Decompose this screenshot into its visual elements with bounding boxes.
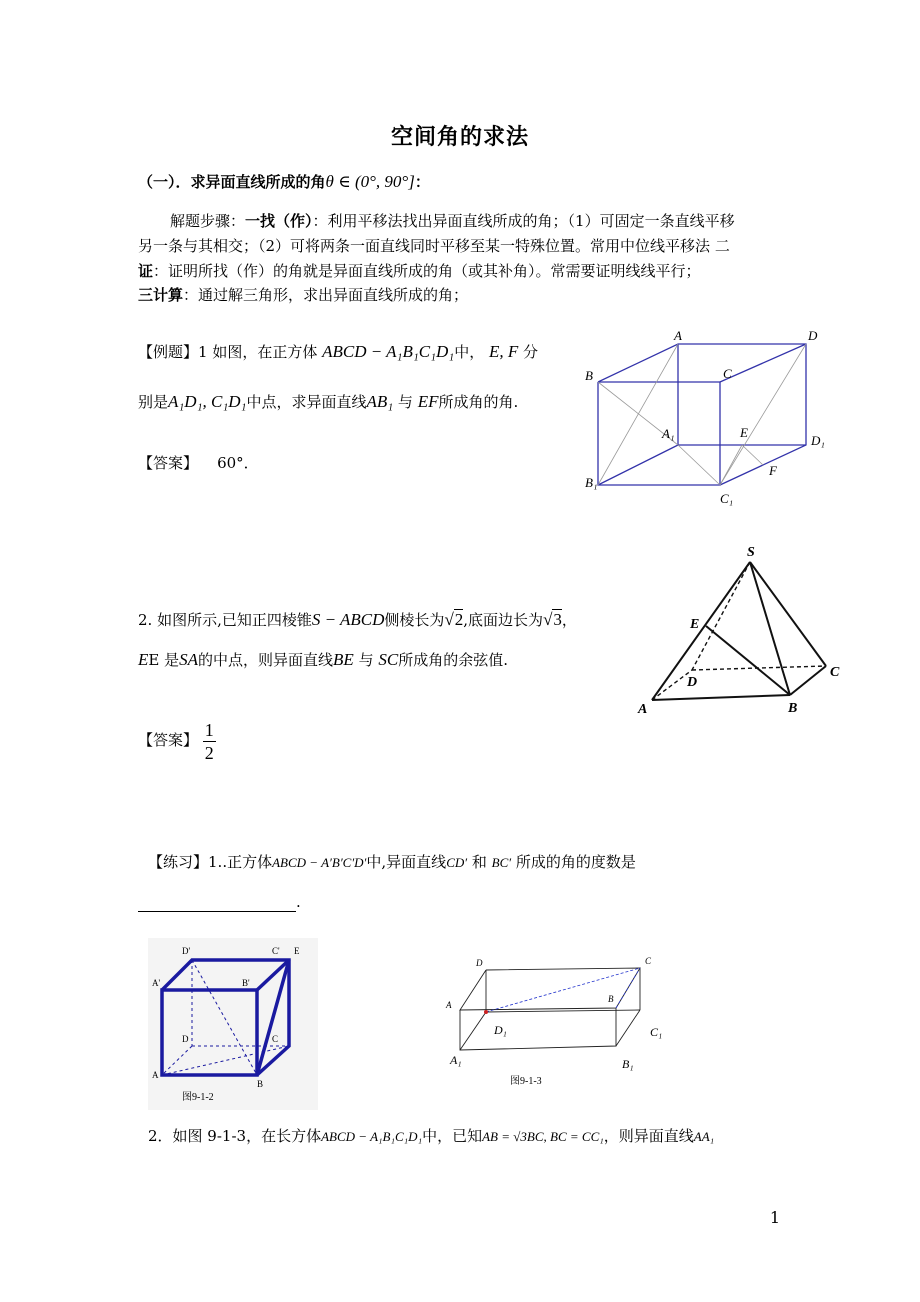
label-A1: A₁ [450, 1053, 462, 1067]
front-face [460, 1008, 616, 1050]
problem2-line: 2．如图 9-1-3，在长方体ABCD − A₁B₁C₁D₁中，已知AB = √3BC, BC = CC₁，则异面直线AA₁ [148, 1127, 715, 1145]
label-C1: C₁ [650, 1025, 663, 1039]
label-C: C [645, 956, 652, 966]
label-S: S [747, 545, 755, 560]
figure-background [148, 938, 318, 1110]
example1-answer: 【答案】 60°． [138, 454, 259, 472]
example1-line1: 【例题】1 如图，在正方体 ABCD − A₁B₁C₁D₁中， E, F 分 [138, 342, 539, 361]
edge-SC [750, 562, 826, 666]
cube-edge-hidden [598, 445, 678, 485]
label-D: D [808, 328, 818, 343]
label-B: B [257, 1079, 264, 1089]
label-C: C [723, 366, 732, 381]
practice-line1: 【练习】1..正方体ABCD − A′B′C′D′中,异面直线CD′ 和 BC′ 所成的角的度数是 [148, 853, 636, 871]
label-D-prime: D' [182, 946, 191, 956]
label-B1: B₁ [622, 1057, 634, 1071]
page-number: 1 [769, 1208, 780, 1227]
point-D1 [484, 1010, 488, 1014]
section1-heading: （一）．求异面直线所成的角θ ∈ (0°, 90°]： [138, 172, 430, 191]
page-title: 空间角的求法 [390, 125, 529, 150]
label-B: B [608, 994, 614, 1004]
label-C-prime: C' [272, 946, 280, 956]
base-value: 3 [553, 610, 562, 629]
label-D: D [182, 1034, 189, 1044]
practice-answer-blank: . [138, 892, 301, 912]
label-A: A [638, 702, 648, 717]
steps-line2: 另一条与其相交；（2）可将两条一面直线同时平移至某一特殊位置。常用中位线平移法 二 [138, 237, 730, 255]
label-D1: D₁ [494, 1023, 507, 1037]
label-A1: A₁ [662, 426, 675, 441]
answer-fraction: $\frac{1}{2}$ [204, 719, 214, 763]
figure-9-1-2 [148, 938, 318, 1110]
label-A: A [152, 1070, 159, 1080]
edge-AD [652, 670, 692, 700]
pyramid-figure [630, 540, 855, 720]
edge-BC [790, 666, 826, 695]
edge-SA [652, 562, 750, 700]
diag-line [678, 445, 720, 485]
label-A-prime: A' [152, 978, 161, 988]
edge [616, 1010, 640, 1046]
diag-line [598, 344, 678, 485]
example1-line2: 别是A₁D₁, C₁D₁中点，求异面直线AB₁ 与 EF所成角的角. [138, 392, 519, 411]
example2-answer: 【答案】 $\frac{1}{2}$ [138, 719, 214, 763]
label-A: A [674, 328, 682, 343]
label-B: B [788, 701, 798, 716]
figure-caption: 图9-1-3 [510, 1076, 542, 1087]
edge-SB [750, 562, 790, 695]
diagonal-line [486, 968, 640, 1012]
edge [460, 1012, 486, 1050]
example2-line1: 2. 如图所示,已知正四棱锥S − ABCD侧棱长为√2,底面边长为√3， [138, 610, 577, 629]
label-C: C [830, 665, 840, 680]
label-F: F [769, 463, 777, 478]
line-BE [706, 626, 790, 695]
diag-line [742, 445, 763, 465]
label-B: B [585, 368, 593, 383]
label-D1: D₁ [811, 433, 825, 448]
example2-line2: EE 是SA的中点，则异面直线BE 与 SC所成角的余弦值. [138, 650, 508, 669]
cube-figure [580, 325, 830, 510]
label-E: E [294, 946, 300, 956]
answer-blank[interactable] [138, 897, 296, 912]
diag-line [720, 344, 806, 485]
label-D: D [687, 675, 698, 690]
figure-caption: 图9-1-2 [182, 1092, 214, 1103]
label-B-prime: B' [242, 978, 250, 988]
label-A: A [446, 1000, 452, 1010]
label-D: D [476, 958, 483, 968]
label-E: E [740, 425, 748, 440]
edge [486, 1010, 640, 1012]
cube-edge [720, 344, 806, 382]
label-C: C [272, 1034, 279, 1044]
label-C1: C₁ [720, 491, 734, 506]
steps-line3: 证：证明所找（作）的角就是异面直线所成的角（或其补角）。常需要证明线线平行； [138, 262, 701, 280]
figure-9-1-3 [440, 950, 670, 1090]
steps-line4: 三计算：通过解三角形，求出异面直线所成的角； [138, 286, 469, 304]
lateral-value: 2 [454, 610, 464, 629]
label-B1: B₁ [585, 475, 598, 490]
label-E: E [690, 617, 700, 632]
cube-front-face [598, 382, 720, 485]
edge-AB [652, 695, 790, 700]
steps-line1: 解题步骤：一找（作）：利用平移法找出异面直线所成的角；（1）可固定一条直线平移 [170, 212, 735, 230]
